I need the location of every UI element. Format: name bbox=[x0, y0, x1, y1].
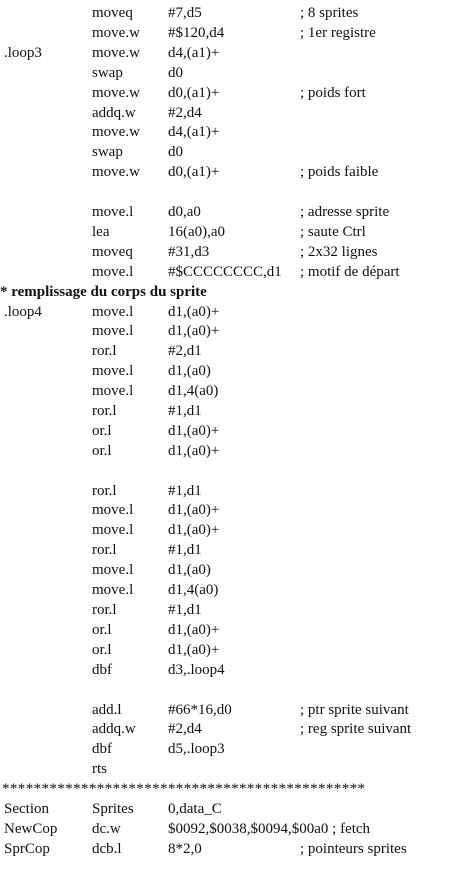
line-comment: ; 8 sprites bbox=[300, 5, 359, 21]
code-line bbox=[0, 440, 463, 462]
line-opcode: move.l bbox=[92, 204, 134, 220]
code-line bbox=[0, 539, 463, 561]
line-opcode: ror.l bbox=[92, 403, 117, 419]
line-operands: d0 bbox=[168, 144, 183, 160]
line-operands: $0092,$0038,$0094,$00a0 ; fetch bbox=[168, 821, 371, 837]
code-line bbox=[0, 141, 463, 163]
line-comment: ; 2x32 lignes bbox=[300, 244, 378, 260]
line-operands: d1,(a0)+ bbox=[168, 323, 220, 339]
code-line bbox=[0, 718, 463, 740]
line-opcode: move.w bbox=[92, 25, 140, 41]
line-operands: #$CCCCCCCC,d1 bbox=[168, 264, 282, 280]
line-opcode: or.l bbox=[92, 423, 112, 439]
line-operands: d1,4(a0) bbox=[168, 582, 219, 598]
code-line bbox=[0, 738, 463, 760]
line-comment: ; adresse sprite bbox=[300, 204, 390, 220]
line-operands: d0,a0 bbox=[168, 204, 201, 220]
line-operands: d0,(a1)+ bbox=[168, 85, 220, 101]
code-line bbox=[0, 221, 463, 243]
code-line bbox=[0, 499, 463, 521]
code-line bbox=[0, 599, 463, 621]
code-line bbox=[0, 82, 463, 104]
line-opcode: lea bbox=[92, 224, 110, 240]
line-operands: d3,.loop4 bbox=[168, 662, 225, 678]
code-line bbox=[0, 161, 463, 183]
line-opcode: rts bbox=[92, 761, 107, 777]
line-operands: d0 bbox=[168, 65, 183, 81]
code-line bbox=[0, 62, 463, 84]
line-comment: ; ptr sprite suivant bbox=[300, 702, 409, 718]
code-line bbox=[0, 420, 463, 442]
line-operands: #$120,d4 bbox=[168, 25, 225, 41]
line-opcode: move.w bbox=[92, 164, 140, 180]
line-opcode: swap bbox=[92, 65, 123, 81]
line-operands: #1,d1 bbox=[168, 483, 202, 499]
line-opcode: moveq bbox=[92, 5, 133, 21]
line-comment: ; poids fort bbox=[300, 85, 366, 101]
line-operands: d1,(a0)+ bbox=[168, 423, 220, 439]
line-opcode: move.l bbox=[92, 383, 134, 399]
line-opcode: move.w bbox=[92, 124, 140, 140]
separator-stars: ********************************************** bbox=[2, 781, 366, 797]
line-label: .loop3 bbox=[4, 45, 42, 61]
line-comment: ; 1er registre bbox=[300, 25, 376, 41]
line-opcode: move.l bbox=[92, 323, 134, 339]
line-opcode: or.l bbox=[92, 642, 112, 658]
line-opcode: move.l bbox=[92, 562, 134, 578]
line-comment: ; reg sprite suivant bbox=[300, 721, 412, 737]
code-line bbox=[0, 579, 463, 601]
code-line bbox=[0, 261, 463, 283]
line-opcode: move.w bbox=[92, 85, 140, 101]
line-operands: d1,(a0) bbox=[168, 363, 211, 379]
line-opcode: swap bbox=[92, 144, 123, 160]
code-line bbox=[0, 559, 463, 581]
code-line bbox=[0, 659, 463, 681]
code-line bbox=[0, 360, 463, 382]
code-line bbox=[0, 22, 463, 44]
line-operands: d0,(a1)+ bbox=[168, 164, 220, 180]
line-operands: #2,d1 bbox=[168, 343, 202, 359]
line-operands: d4,(a1)+ bbox=[168, 124, 220, 140]
line-label: NewCop bbox=[4, 821, 58, 837]
line-opcode: move.w bbox=[92, 45, 140, 61]
line-opcode: dbf bbox=[92, 741, 112, 757]
line-opcode: moveq bbox=[92, 244, 133, 260]
line-operands: d1,4(a0) bbox=[168, 383, 219, 399]
code-line bbox=[0, 121, 463, 143]
line-label: SprCop bbox=[4, 841, 50, 857]
line-label: Section bbox=[4, 801, 49, 817]
code-line bbox=[0, 639, 463, 661]
code-line bbox=[0, 400, 463, 422]
code-line bbox=[0, 758, 463, 780]
code-line bbox=[0, 798, 463, 820]
line-operands: #31,d3 bbox=[168, 244, 210, 260]
line-opcode: move.l bbox=[92, 522, 134, 538]
line-opcode: move.l bbox=[92, 582, 134, 598]
line-opcode: dc.w bbox=[92, 821, 121, 837]
line-opcode: move.l bbox=[92, 502, 134, 518]
line-label: .loop4 bbox=[4, 304, 42, 320]
line-operands: #2,d4 bbox=[168, 105, 202, 121]
line-opcode: move.l bbox=[92, 264, 134, 280]
line-opcode: move.l bbox=[92, 304, 134, 320]
line-comment: ; poids faible bbox=[300, 164, 379, 180]
line-comment: ; motif de départ bbox=[300, 264, 400, 280]
code-line bbox=[0, 201, 463, 223]
line-operands: 0,data_C bbox=[168, 801, 222, 817]
line-operands: #1,d1 bbox=[168, 542, 202, 558]
line-opcode: addq.w bbox=[92, 105, 136, 121]
line-operands: d4,(a1)+ bbox=[168, 45, 220, 61]
line-operands: #7,d5 bbox=[168, 5, 202, 21]
line-operands: d5,.loop3 bbox=[168, 741, 225, 757]
code-line bbox=[0, 519, 463, 541]
line-opcode: ror.l bbox=[92, 483, 117, 499]
line-operands: d1,(a0)+ bbox=[168, 443, 220, 459]
line-operands: 16(a0),a0 bbox=[168, 224, 226, 240]
line-operands: #1,d1 bbox=[168, 602, 202, 618]
line-opcode: Sprites bbox=[92, 801, 134, 817]
code-line bbox=[0, 2, 463, 24]
line-opcode: or.l bbox=[92, 622, 112, 638]
line-opcode: add.l bbox=[92, 702, 122, 718]
code-line bbox=[0, 340, 463, 362]
line-opcode: dcb.l bbox=[92, 841, 122, 857]
line-operands: d1,(a0)+ bbox=[168, 522, 220, 538]
line-operands: d1,(a0)+ bbox=[168, 622, 220, 638]
line-operands: #66*16,d0 bbox=[168, 702, 232, 718]
line-opcode: ror.l bbox=[92, 602, 117, 618]
line-opcode: move.l bbox=[92, 363, 134, 379]
line-operands: 8*2,0 bbox=[168, 841, 202, 857]
section-heading: * remplissage du corps du sprite bbox=[0, 284, 207, 300]
line-operands: d1,(a0)+ bbox=[168, 642, 220, 658]
line-opcode: addq.w bbox=[92, 721, 136, 737]
line-opcode: ror.l bbox=[92, 542, 117, 558]
line-opcode: ror.l bbox=[92, 343, 117, 359]
code-line bbox=[0, 241, 463, 263]
line-opcode: dbf bbox=[92, 662, 112, 678]
line-comment: ; saute Ctrl bbox=[300, 224, 366, 240]
code-line bbox=[0, 380, 463, 402]
line-operands: #1,d1 bbox=[168, 403, 202, 419]
code-line bbox=[0, 619, 463, 641]
code-line bbox=[0, 42, 463, 64]
line-operands: #2,d4 bbox=[168, 721, 202, 737]
line-operands: d1,(a0)+ bbox=[168, 502, 220, 518]
line-operands: d1,(a0) bbox=[168, 562, 211, 578]
line-operands: d1,(a0)+ bbox=[168, 304, 220, 320]
line-comment: ; pointeurs sprites bbox=[300, 841, 407, 857]
line-opcode: or.l bbox=[92, 443, 112, 459]
code-line bbox=[0, 838, 463, 860]
code-line bbox=[0, 320, 463, 342]
code-line bbox=[0, 818, 463, 840]
